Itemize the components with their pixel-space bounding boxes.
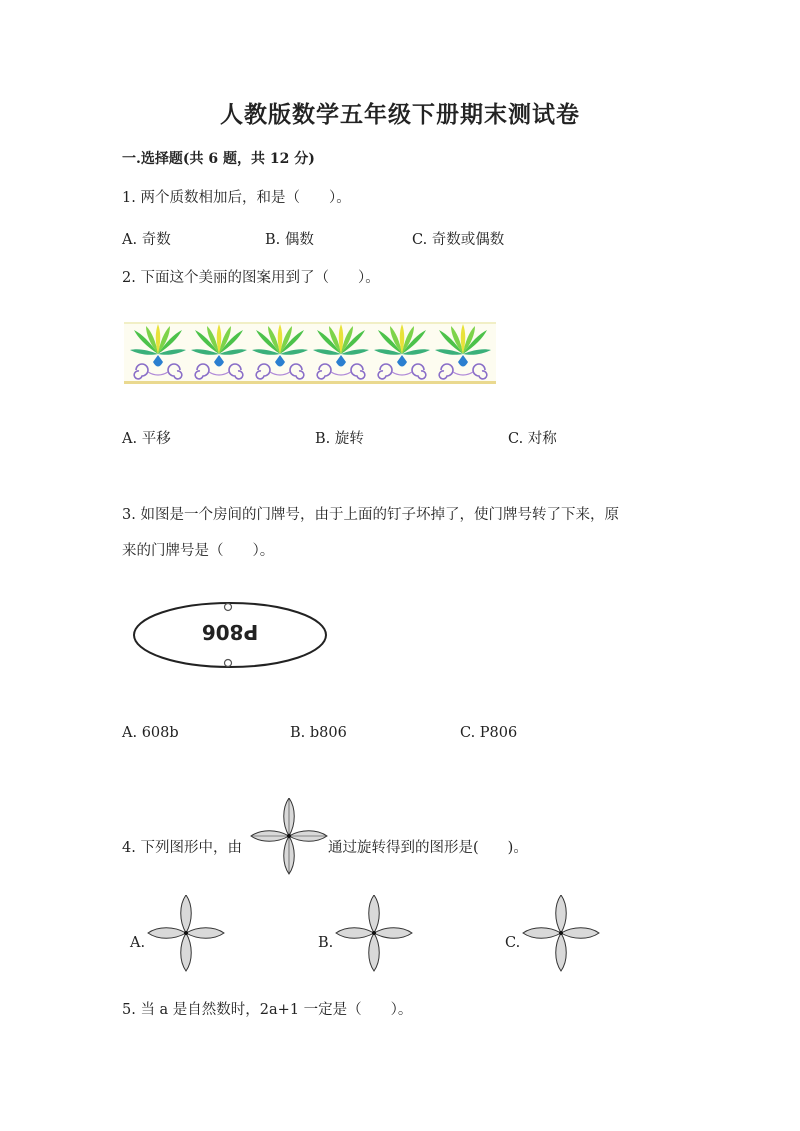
q4-option-a: A. <box>130 935 146 951</box>
rotating-petal-figure <box>249 798 329 876</box>
pattern-motif <box>372 324 432 382</box>
q3-option-a: A. 608b <box>122 725 179 741</box>
question-5-text: 5. 当 a 是自然数时，2a+1 一定是（ ）。 <box>122 1002 413 1018</box>
pattern-motif <box>128 324 188 382</box>
q4-option-b-figure <box>334 895 414 973</box>
q4-option-a-figure <box>146 895 226 973</box>
pattern-motif <box>311 324 371 382</box>
q4-option-c-figure <box>521 895 601 973</box>
page-title: 人教版数学五年级下册期末测试卷 <box>220 101 580 128</box>
q1-option-c: C. 奇数或偶数 <box>412 232 505 248</box>
q2-option-b: B. 旋转 <box>315 431 364 447</box>
q4-option-c: C. <box>505 935 521 951</box>
question-4-text-before: 4. 下列图形中，由 <box>122 840 242 856</box>
pattern-motif <box>433 324 493 382</box>
section-heading: 一.选择题(共 6 题，共 12 分) <box>122 151 315 167</box>
question-4-text-after: 通过旋转得到的图形是( )。 <box>328 840 528 856</box>
q3-option-c: C. P806 <box>460 725 518 741</box>
q1-option-b: B. 偶数 <box>265 232 314 248</box>
q2-option-a: A. 平移 <box>122 431 171 447</box>
q2-option-c: C. 对称 <box>508 431 557 447</box>
pattern-strip-image <box>124 322 496 384</box>
question-2-text: 2. 下面这个美丽的图案用到了（ ）。 <box>122 270 380 286</box>
pattern-motif <box>189 324 249 382</box>
q4-option-b: B. <box>318 935 334 951</box>
door-plate-number: P806 <box>201 620 259 644</box>
door-plate-image <box>132 600 332 670</box>
question-3-line-1: 3. 如图是一个房间的门牌号，由于上面的钉子坏掉了，使门牌号转了下来，原 <box>122 507 619 523</box>
q3-option-b: B. b806 <box>290 725 347 741</box>
question-1-text: 1. 两个质数相加后，和是（ ）。 <box>122 190 351 206</box>
question-3-line-2: 来的门牌号是（ ）。 <box>122 543 275 559</box>
q1-option-a: A. 奇数 <box>122 232 171 248</box>
pattern-motif <box>250 324 310 382</box>
